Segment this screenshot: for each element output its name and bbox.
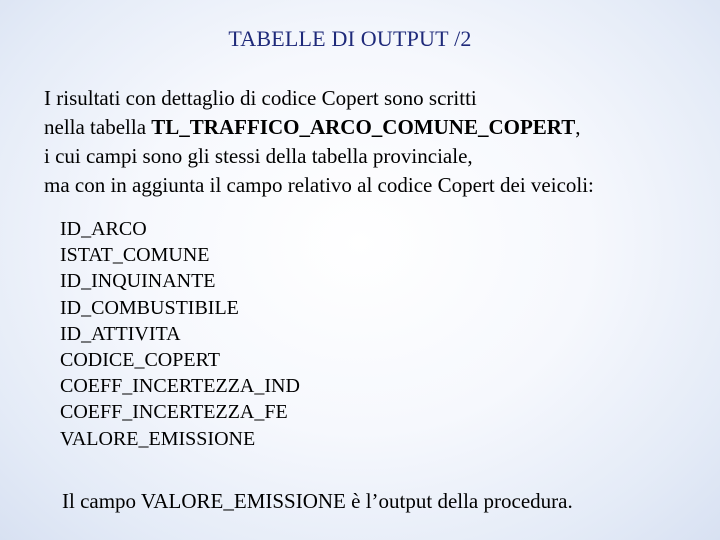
conclusion-text: Il campo VALORE_EMISSIONE è l’output della procedura. <box>62 489 573 513</box>
intro-line-2-suffix: , <box>575 115 581 139</box>
field-item: ID_ARCO <box>60 218 147 240</box>
field-item: ID_INQUINANTE <box>60 270 216 293</box>
field-item: ISTAT_COMUNE <box>60 244 210 267</box>
field-item: VALORE_EMISSIONE <box>60 427 256 450</box>
slide-title: TABELLE DI OUTPUT /2 <box>228 26 472 51</box>
field-item: ID_COMBUSTIBILE <box>60 296 239 319</box>
intro-line-1: I risultati con dettaglio di codice Copert sono scritti <box>44 86 477 110</box>
field-item: COEFF_INCERTEZZA_FE <box>60 401 288 424</box>
field-item: COEFF_INCERTEZZA_IND <box>60 375 300 398</box>
intro-paragraph <box>44 84 704 200</box>
intro-line-3: i cui campi sono gli stessi della tabella provinciale, <box>44 144 473 168</box>
intro-line-4: ma con in aggiunta il campo relativo al codice Copert dei veicoli: <box>44 173 594 197</box>
field-list <box>60 216 300 452</box>
table-name: TL_TRAFFICO_ARCO_COMUNE_COPERT <box>151 115 576 139</box>
field-item: ID_ATTIVITA <box>60 322 181 345</box>
field-item: CODICE_COPERT <box>60 349 220 372</box>
intro-line-2-prefix: nella tabella <box>44 115 152 139</box>
intro-line-2 <box>44 113 704 142</box>
